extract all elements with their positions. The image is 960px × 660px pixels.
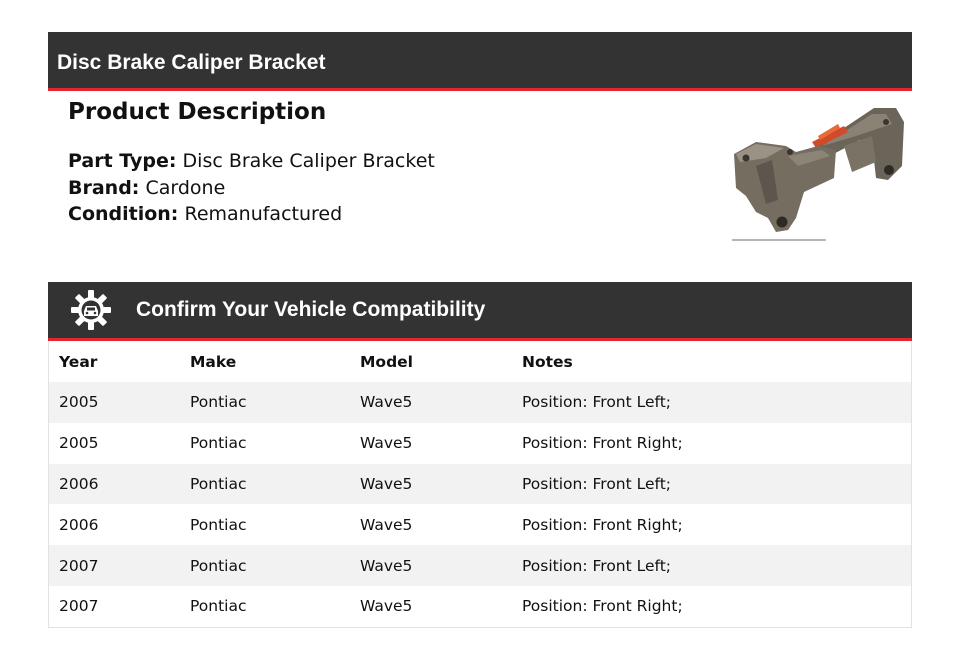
cell-year: 2007	[59, 597, 99, 616]
table-header-row	[49, 341, 911, 382]
compatibility-header	[48, 282, 912, 341]
cell-year: 2005	[59, 393, 99, 412]
product-title: Disc Brake Caliper Bracket	[57, 51, 326, 74]
column-header-model: Model	[360, 352, 413, 371]
cell-model: Wave5	[360, 597, 413, 616]
spec-list	[68, 148, 688, 228]
spec-condition	[68, 201, 688, 228]
caliper-bracket-photo	[726, 100, 910, 246]
spec-label: Brand:	[68, 176, 140, 199]
spec-value: Cardone	[145, 176, 226, 199]
table-row	[49, 423, 911, 464]
spec-brand	[68, 175, 688, 202]
cell-make: Pontiac	[190, 515, 247, 534]
cell-year: 2007	[59, 556, 99, 575]
table-row	[49, 464, 911, 505]
compatibility-table	[49, 341, 911, 627]
cell-make: Pontiac	[190, 597, 247, 616]
table-row	[49, 504, 911, 545]
cell-notes: Position: Front Left;	[522, 393, 672, 412]
compatibility-table-container	[48, 341, 912, 628]
spec-value: Disc Brake Caliper Bracket	[182, 150, 435, 172]
spec-part-type	[68, 148, 688, 175]
cell-year: 2006	[59, 515, 99, 534]
cell-notes: Position: Front Right;	[522, 515, 683, 534]
spec-label: Condition:	[68, 203, 179, 225]
spec-value: Remanufactured	[184, 203, 343, 225]
cell-notes: Position: Front Left;	[522, 556, 672, 575]
product-description	[68, 96, 688, 228]
column-header-year: Year	[59, 352, 98, 371]
cell-model: Wave5	[360, 434, 413, 453]
product-title-bar	[48, 32, 912, 91]
cell-model: Wave5	[360, 474, 413, 493]
cell-model: Wave5	[360, 556, 413, 575]
cell-notes: Position: Front Left;	[522, 474, 672, 493]
cell-make: Pontiac	[190, 474, 247, 493]
cell-year: 2006	[59, 474, 99, 493]
cell-model: Wave5	[360, 515, 413, 534]
table-row	[49, 382, 911, 423]
cell-make: Pontiac	[190, 556, 247, 575]
column-header-notes: Notes	[522, 352, 573, 371]
cell-notes: Position: Front Right;	[522, 434, 683, 453]
cell-notes: Position: Front Right;	[522, 597, 683, 616]
gear-car-icon	[70, 289, 112, 331]
table-row	[49, 545, 911, 586]
description-heading: Product Description	[68, 99, 327, 125]
caliper-bracket-icon	[726, 100, 910, 246]
cell-year: 2005	[59, 434, 99, 453]
cell-make: Pontiac	[190, 393, 247, 412]
table-row	[49, 586, 911, 627]
cell-model: Wave5	[360, 393, 413, 412]
column-header-make: Make	[190, 352, 237, 371]
spec-label: Part Type:	[68, 150, 177, 172]
compatibility-title: Confirm Your Vehicle Compatibility	[136, 298, 486, 321]
cell-make: Pontiac	[190, 434, 247, 453]
